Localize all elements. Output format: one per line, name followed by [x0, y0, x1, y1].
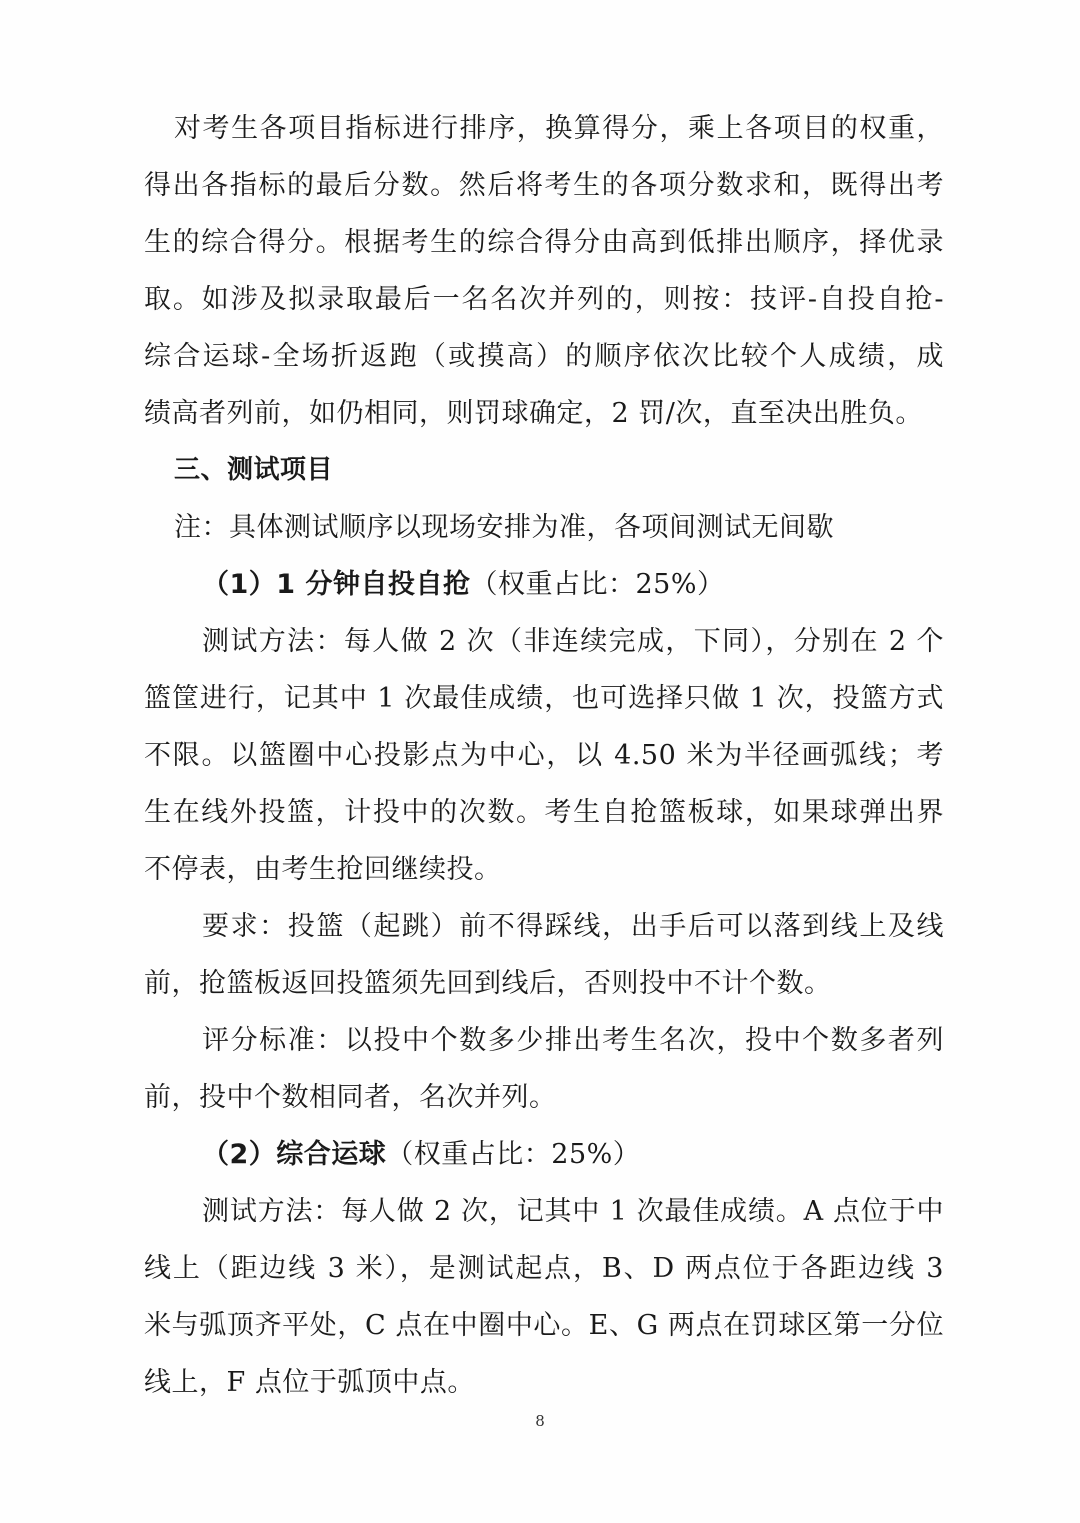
- text-line: 前，抢篮板返回投篮须先回到线后，否则投中不计个数。: [144, 968, 832, 999]
- page-number: 8: [535, 1412, 545, 1430]
- text-line: 要求：投篮（起跳）前不得踩线，出手后可以落到线上及线: [202, 911, 944, 942]
- text-line: 对考生各项目指标进行排序，换算得分，乘上各项目的权重，: [174, 113, 944, 144]
- item1-weight: （权重占比：25%）: [470, 569, 725, 600]
- text-line: 绩高者列前，如仍相同，则罚球确定，2 罚/次，直至决出胜负。: [144, 398, 923, 429]
- text-line: 篮筐进行，记其中 1 次最佳成绩，也可选择只做 1 次，投篮方式: [144, 683, 944, 714]
- document-body: [144, 100, 944, 1411]
- text-line: 取。如涉及拟录取最后一名名次并列的，则按：技评-自投自抢-: [144, 284, 944, 315]
- text-line: 得出各指标的最后分数。然后将考生的各项分数求和，既得出考: [144, 170, 944, 201]
- text-line: 不限。以篮圈中心投影点为中心，以 4.50 米为半径画弧线；考: [144, 740, 944, 771]
- text-line: 前，投中个数相同者，名次并列。: [144, 1082, 557, 1113]
- item1-title: （1）1 分钟自投自抢: [202, 569, 471, 600]
- text-line: 综合运球-全场折返跑（或摸高）的顺序依次比较个人成绩，成: [144, 341, 944, 372]
- item2-weight: （权重占比：25%）: [386, 1139, 641, 1170]
- text-line: 线上（距边线 3 米），是测试起点，B、D 两点位于各距边线 3: [144, 1253, 944, 1284]
- text-line: 评分标准：以投中个数多少排出考生名次，投中个数多者列: [202, 1025, 944, 1056]
- text-line: 生在线外投篮，计投中的次数。考生自抢篮板球，如果球弹出界: [144, 797, 944, 828]
- section-heading: 三、测试项目: [174, 455, 334, 485]
- item2-heading: [144, 1126, 944, 1183]
- text-line: 不停表，由考生抢回继续投。: [144, 854, 502, 885]
- text-line: 测试方法：每人做 2 次，记其中 1 次最佳成绩。A 点位于中: [202, 1196, 944, 1227]
- note-text: 注：具体测试顺序以现场安排为准，各项间测试无间歇: [174, 512, 834, 543]
- item1-heading: [144, 556, 944, 613]
- text-line: 米与弧顶齐平处，C 点在中圈中心。E、G 两点在罚球区第一分位: [144, 1310, 944, 1341]
- text-line: 测试方法：每人做 2 次（非连续完成，下同），分别在 2 个: [202, 626, 944, 657]
- text-line: 生的综合得分。根据考生的综合得分由高到低排出顺序，择优录: [144, 227, 944, 258]
- text-line: 线上，F 点位于弧顶中点。: [144, 1367, 475, 1398]
- item2-title: （2）综合运球: [202, 1139, 387, 1170]
